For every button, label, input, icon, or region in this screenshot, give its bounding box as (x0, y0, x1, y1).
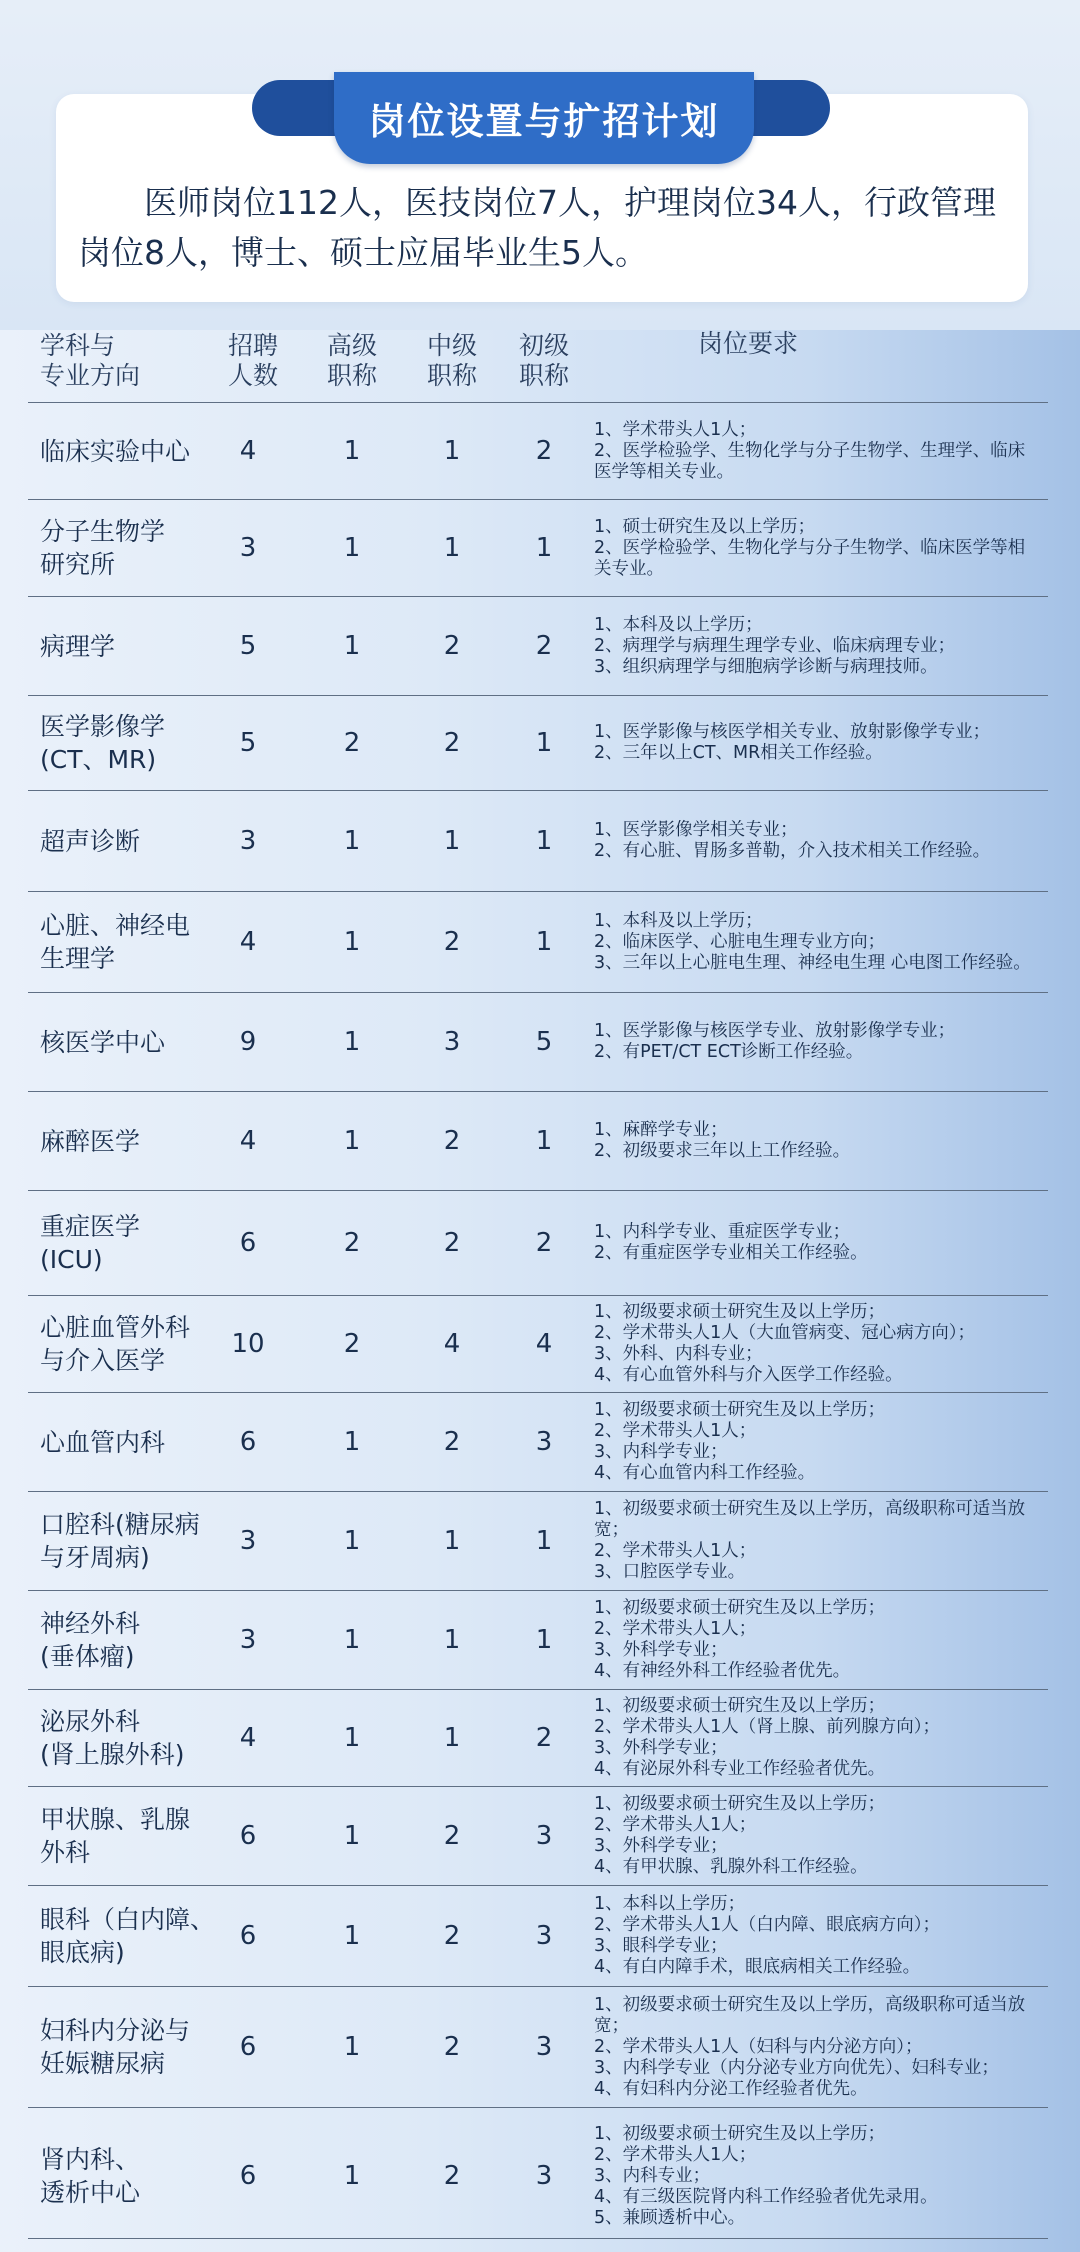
row-junior: 1 (535, 533, 553, 563)
row-subject (40, 1987, 220, 2107)
requirement-line: 1、初级要求硕士研究生及以上学历； (594, 1696, 886, 1716)
row-subject (40, 1092, 220, 1190)
row-subject-line: 甲状腺、乳腺 (40, 1805, 191, 1834)
row-middle: 2 (443, 1126, 461, 1156)
requirement-line: 2、学术带头人1人（白内障、眼底病方向）； (594, 1915, 941, 1935)
row-requirements (594, 1191, 1042, 1295)
header-senior-line1: 高级 (326, 331, 377, 360)
requirement-line: 1、初级要求硕士研究生及以上学历； (594, 1302, 886, 1322)
row-subject-line: 妇科内分泌与 (40, 2016, 191, 2045)
row-count: 6 (239, 2032, 257, 2062)
requirement-line: 3、外科学专业； (594, 1836, 728, 1856)
requirement-line: 4、有心血管外科与介入医学工作经验。 (594, 1365, 903, 1385)
requirement-line: 3、组织病理学与细胞病学诊断与病理技师。 (594, 656, 938, 677)
requirement-line: 3、外科学专业； (594, 1640, 728, 1660)
row-middle: 2 (443, 728, 461, 758)
row-subject (40, 1191, 220, 1295)
row-subject-line: (ICU) (40, 1245, 103, 1274)
section-title: 岗位设置与扩招计划 (334, 72, 754, 164)
table-row (28, 596, 1048, 695)
row-requirements (594, 1690, 1042, 1786)
header-junior (509, 322, 579, 400)
requirement-line: 1、学术带头人1人； (594, 419, 757, 440)
row-senior: 1 (343, 927, 361, 957)
row-middle: 2 (443, 1427, 461, 1457)
row-junior: 2 (535, 1723, 553, 1753)
requirement-line: 1、初级要求硕士研究生及以上学历； (594, 1598, 886, 1618)
header-subject-line1: 学科与 (40, 331, 116, 360)
row-middle: 1 (443, 1526, 461, 1556)
row-subject (40, 1787, 220, 1885)
table-row (28, 1986, 1048, 2107)
requirement-line: 2、学术带头人1人（妇科与内分泌方向）； (594, 2036, 923, 2057)
row-junior: 3 (535, 1921, 553, 1951)
row-count: 6 (239, 1427, 257, 1457)
row-middle: 2 (443, 1921, 461, 1951)
row-subject-line: 与牙周病) (40, 1543, 150, 1572)
table-row (28, 1190, 1048, 1295)
row-subject (40, 1492, 220, 1590)
table-row (28, 992, 1048, 1091)
requirement-line: 2、学术带头人1人（肾上腺、前列腺方向）； (594, 1717, 941, 1737)
row-subject (40, 1690, 220, 1786)
row-subject-line: 眼底病) (40, 1938, 125, 1967)
row-subject-line: (肾上腺外科) (40, 1740, 185, 1769)
row-subject-line: 心脏、神经电 (40, 911, 191, 940)
requirement-line: 2、学术带头人1人； (594, 2144, 757, 2165)
requirement-line: 1、初级要求硕士研究生及以上学历，高级职称可适当放宽； (594, 1499, 1026, 1540)
row-subject (40, 1591, 220, 1689)
row-senior: 1 (343, 826, 361, 856)
row-subject (40, 2108, 220, 2244)
requirement-line: 3、内科学专业（内分泌专业方向优先）、妇科专业； (594, 2057, 999, 2078)
row-junior: 3 (535, 2032, 553, 2062)
row-middle: 1 (443, 533, 461, 563)
requirement-line: 2、病理学与病理生理学专业、临床病理专业； (594, 635, 956, 656)
requirement-line: 4、有妇科内分泌工作经验者优先。 (594, 2078, 868, 2099)
row-senior: 1 (343, 1821, 361, 1851)
row-subject-line: 核医学中心 (40, 1027, 166, 1057)
row-count: 9 (239, 1027, 257, 1057)
requirement-line: 1、初级要求硕士研究生及以上学历； (594, 1794, 886, 1814)
row-subject-line: 妊娠糖尿病 (40, 2049, 166, 2078)
header-senior-line2: 职称 (326, 361, 377, 390)
row-senior: 2 (343, 1228, 361, 1258)
row-senior: 1 (343, 2032, 361, 2062)
table-row (28, 1689, 1048, 1786)
row-count: 4 (239, 927, 257, 957)
row-subject-line: 神经外科 (40, 1609, 141, 1638)
row-requirements (594, 597, 1042, 695)
row-requirements (594, 2108, 1042, 2244)
row-subject (40, 993, 220, 1091)
requirement-line: 3、三年以上心脏电生理、神经电生理 心电图工作经验。 (594, 952, 1031, 973)
row-requirements (594, 892, 1042, 992)
row-count: 4 (239, 436, 257, 466)
requirement-line: 1、初级要求硕士研究生及以上学历； (594, 2123, 886, 2144)
row-middle: 2 (443, 631, 461, 661)
row-count: 5 (239, 631, 257, 661)
row-middle: 2 (443, 1228, 461, 1258)
row-requirements (594, 1987, 1042, 2107)
header-count (218, 322, 288, 400)
requirement-line: 2、三年以上CT、MR相关工作经验。 (594, 743, 883, 763)
row-middle: 2 (443, 927, 461, 957)
row-junior: 2 (535, 1228, 553, 1258)
row-requirements (594, 1092, 1042, 1190)
requirement-line: 2、临床医学、心脏电生理专业方向； (594, 931, 886, 952)
row-subject-line: 重症医学 (40, 1212, 141, 1241)
row-senior: 2 (343, 1329, 361, 1359)
header-count-line2: 人数 (227, 361, 278, 390)
row-senior: 1 (343, 631, 361, 661)
row-subject-line: 生理学 (40, 944, 116, 973)
row-count: 6 (239, 1921, 257, 1951)
row-count: 3 (239, 1526, 257, 1556)
requirement-line: 2、学术带头人1人（大血管病变、冠心病方向）； (594, 1323, 976, 1343)
header-count-line1: 招聘 (227, 331, 278, 360)
table-row (28, 1295, 1048, 1392)
table-row (28, 1885, 1048, 1986)
requirement-line: 1、本科及以上学历； (594, 614, 763, 635)
requirement-line: 2、医学检验学、生物化学与分子生物学、生理学、临床医学等相关专业。 (594, 440, 1026, 482)
table-header (28, 322, 1028, 400)
row-senior: 1 (343, 1427, 361, 1457)
row-requirements (594, 791, 1042, 891)
row-junior: 2 (535, 631, 553, 661)
requirement-line: 1、本科及以上学历； (594, 910, 763, 931)
requirement-line: 3、外科学专业； (594, 1738, 728, 1758)
row-requirements (594, 1591, 1042, 1689)
row-middle: 1 (443, 1625, 461, 1655)
row-count: 3 (239, 1625, 257, 1655)
requirement-line: 2、有心脏、胃肠多普勒，介入技术相关工作经验。 (594, 841, 991, 861)
row-subject-line: 外科 (40, 1838, 91, 1867)
table-bottom-border (28, 2238, 1048, 2239)
header-subject (40, 322, 220, 400)
row-senior: 1 (343, 1526, 361, 1556)
requirement-line: 4、有白内障手术，眼底病相关工作经验。 (594, 1957, 921, 1977)
table-row (28, 402, 1048, 499)
header-req: 岗位要求 (698, 329, 799, 358)
row-subject-line: 与介入医学 (40, 1346, 166, 1375)
row-subject (40, 1393, 220, 1491)
requirement-line: 1、本科以上学历； (594, 1894, 746, 1914)
row-subject-line: 研究所 (40, 550, 116, 579)
table-row (28, 1392, 1048, 1491)
row-senior: 1 (343, 1625, 361, 1655)
row-junior: 5 (535, 1027, 553, 1057)
header-junior-line2: 职称 (518, 361, 569, 390)
row-requirements (594, 993, 1042, 1091)
header-junior-line1: 初级 (518, 331, 569, 360)
intro-text: 医师岗位112人，医技岗位7人，护理岗位34人，行政管理岗位8人，博士、硕士应届毕业生5人。 (78, 183, 996, 272)
requirement-line: 3、内科专业； (594, 2165, 711, 2186)
requirement-line: 4、有三级医院肾内科工作经验者优先录用。 (594, 2186, 938, 2207)
table-row (28, 1786, 1048, 1885)
row-senior: 1 (343, 1126, 361, 1156)
row-subject-line: 医学影像学 (40, 712, 166, 741)
requirement-line: 4、有心血管内科工作经验。 (594, 1463, 816, 1483)
row-middle: 4 (443, 1329, 461, 1359)
row-subject-line: 眼科（白内障、 (40, 1905, 216, 1934)
requirement-line: 2、医学检验学、生物化学与分子生物学、临床医学等相关专业。 (594, 537, 1026, 579)
requirement-line: 2、学术带头人1人； (594, 1619, 757, 1639)
row-senior: 1 (343, 1723, 361, 1753)
row-subject (40, 892, 220, 992)
row-count: 6 (239, 1228, 257, 1258)
row-senior: 2 (343, 728, 361, 758)
row-requirements (594, 696, 1042, 790)
row-count: 3 (239, 826, 257, 856)
table-row (28, 1491, 1048, 1590)
row-subject-line: 心血管内科 (40, 1427, 166, 1457)
row-junior: 1 (535, 1126, 553, 1156)
row-senior: 1 (343, 1921, 361, 1951)
row-requirements (594, 1492, 1042, 1590)
requirement-line: 2、有PET/CT ECT诊断工作经验。 (594, 1042, 864, 1062)
row-subject-line: 透析中心 (40, 2178, 141, 2207)
table-row (28, 499, 1048, 596)
row-subject-line: 心脏血管外科 (40, 1313, 191, 1342)
table-body (28, 402, 1048, 2244)
requirement-line: 4、有泌尿外科专业工作经验者优先。 (594, 1759, 886, 1779)
row-senior: 1 (343, 1027, 361, 1057)
row-subject-line: 分子生物学 (40, 517, 166, 546)
header-middle-line2: 职称 (426, 361, 477, 390)
row-count: 3 (239, 533, 257, 563)
requirement-line: 2、初级要求三年以上工作经验。 (594, 1141, 851, 1161)
row-requirements (594, 1886, 1042, 1986)
row-junior: 1 (535, 1625, 553, 1655)
row-requirements (594, 403, 1042, 499)
requirement-line: 4、有甲状腺、乳腺外科工作经验。 (594, 1857, 868, 1877)
row-subject (40, 1296, 220, 1392)
row-junior: 2 (535, 436, 553, 466)
requirement-line: 1、硕士研究生及以上学历； (594, 516, 816, 537)
row-count: 6 (239, 1821, 257, 1851)
row-subject (40, 696, 220, 790)
row-count: 4 (239, 1723, 257, 1753)
row-subject-line: 病理学 (40, 631, 116, 661)
table-row (28, 2107, 1048, 2244)
row-subject-line: 临床实验中心 (40, 436, 191, 466)
requirement-line: 1、医学影像学相关专业； (594, 820, 798, 840)
row-middle: 2 (443, 2161, 461, 2191)
row-middle: 1 (443, 1723, 461, 1753)
row-count: 5 (239, 728, 257, 758)
row-count: 10 (231, 1329, 265, 1359)
row-middle: 2 (443, 1821, 461, 1851)
table-row (28, 891, 1048, 992)
row-middle: 1 (443, 826, 461, 856)
row-subject-line: 肾内科、 (40, 2145, 141, 2174)
table-row (28, 1590, 1048, 1689)
requirement-line: 1、医学影像与核医学专业、放射影像学专业； (594, 1021, 956, 1041)
table-row (28, 1091, 1048, 1190)
row-requirements (594, 1296, 1042, 1392)
requirement-line: 3、外科、内科专业； (594, 1344, 763, 1364)
row-count: 4 (239, 1126, 257, 1156)
table-row (28, 695, 1048, 790)
requirement-line: 4、有神经外科工作经验者优先。 (594, 1661, 851, 1681)
row-middle: 1 (443, 436, 461, 466)
table-row (28, 790, 1048, 891)
row-middle: 3 (443, 1027, 461, 1057)
row-subject-line: 超声诊断 (40, 826, 141, 856)
row-subject (40, 791, 220, 891)
row-junior: 4 (535, 1329, 553, 1359)
row-subject-line: (垂体瘤) (40, 1642, 135, 1671)
header-subject-line2: 专业方向 (40, 361, 141, 390)
row-subject-line: (CT、MR) (40, 745, 157, 774)
requirement-line: 5、兼顾透析中心。 (594, 2207, 746, 2228)
requirement-line: 3、内科学专业； (594, 1442, 728, 1462)
requirement-line: 1、内科学专业、重症医学专业； (594, 1222, 851, 1242)
row-junior: 3 (535, 1821, 553, 1851)
requirement-line: 2、学术带头人1人； (594, 1421, 757, 1441)
header-middle-line1: 中级 (426, 331, 477, 360)
requirement-line: 1、初级要求硕士研究生及以上学历； (594, 1400, 886, 1420)
requirement-line: 1、初级要求硕士研究生及以上学历，高级职称可适当放宽； (594, 1994, 1026, 2036)
requirement-line: 1、医学影像与核医学相关专业、放射影像学专业； (594, 722, 991, 742)
requirement-line: 3、口腔医学专业。 (594, 1562, 746, 1582)
requirement-line: 2、学术带头人1人； (594, 1541, 757, 1561)
row-subject-line: 泌尿外科 (40, 1707, 141, 1736)
row-junior: 3 (535, 1427, 553, 1457)
header-middle (417, 322, 487, 400)
row-subject (40, 1886, 220, 1986)
requirement-line: 2、学术带头人1人； (594, 1815, 757, 1835)
row-junior: 1 (535, 728, 553, 758)
row-junior: 3 (535, 2161, 553, 2191)
row-subject (40, 403, 220, 499)
requirement-line: 3、眼科学专业； (594, 1936, 728, 1956)
row-requirements (594, 1787, 1042, 1885)
row-middle: 2 (443, 2032, 461, 2062)
header-senior (317, 322, 387, 400)
row-requirements (594, 500, 1042, 596)
row-senior: 1 (343, 533, 361, 563)
row-count: 6 (239, 2161, 257, 2191)
row-senior: 1 (343, 2161, 361, 2191)
requirement-line: 1、麻醉学专业； (594, 1120, 728, 1140)
requirement-line: 2、有重症医学专业相关工作经验。 (594, 1243, 868, 1263)
row-subject-line: 口腔科(糖尿病 (40, 1510, 200, 1539)
row-junior: 1 (535, 826, 553, 856)
row-subject (40, 597, 220, 695)
row-subject (40, 500, 220, 596)
row-senior: 1 (343, 436, 361, 466)
row-requirements (594, 1393, 1042, 1491)
row-junior: 1 (535, 927, 553, 957)
row-subject-line: 麻醉医学 (40, 1126, 141, 1156)
row-junior: 1 (535, 1526, 553, 1556)
